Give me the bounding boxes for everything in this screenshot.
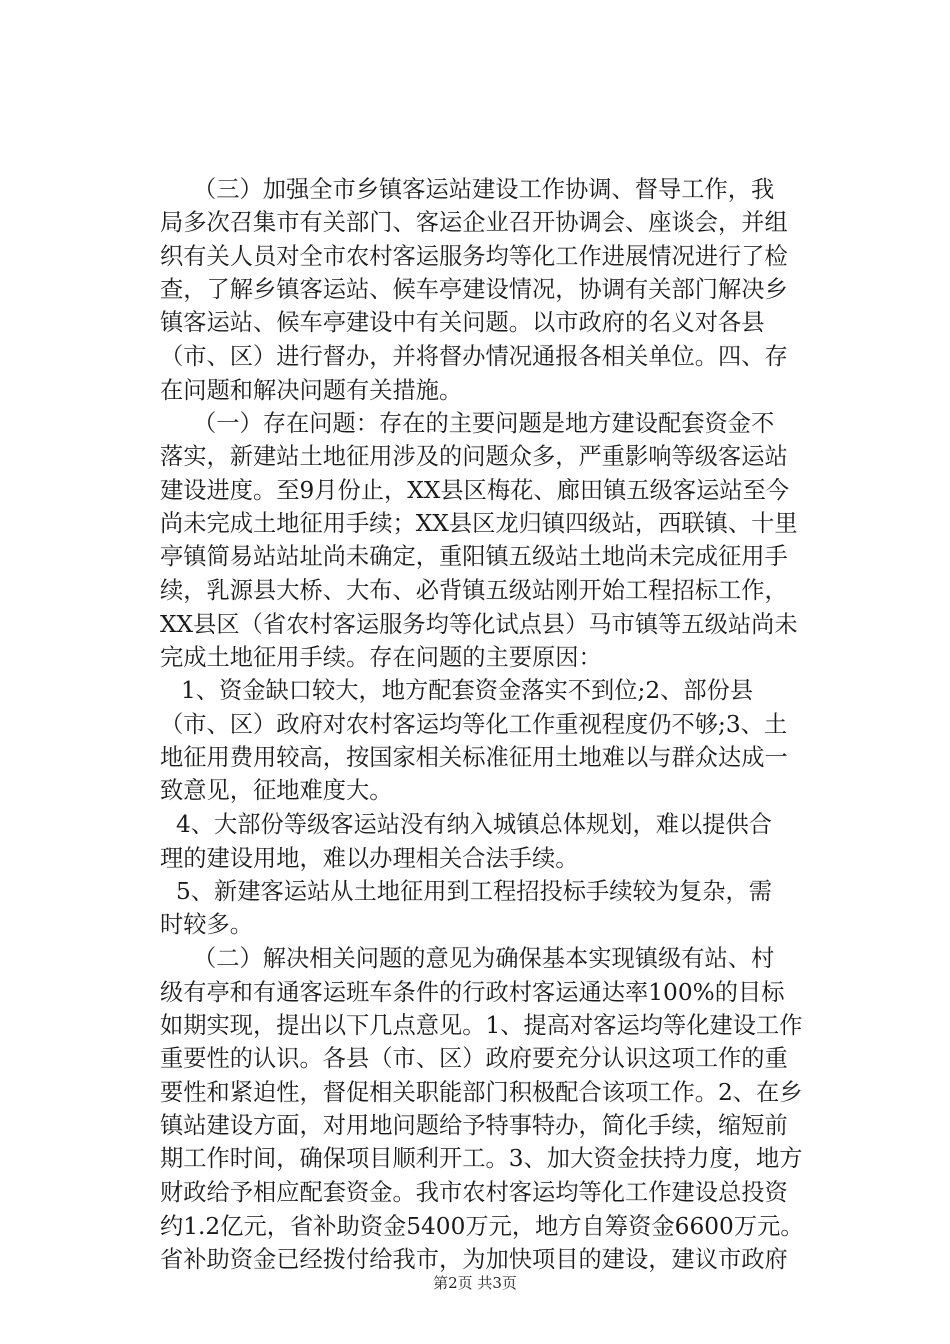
text-line: 在问题和解决问题有关措施。 <box>160 377 463 404</box>
text-line: 镇客运站、候车亭建设中有关问题。以市政府的名义对各县 <box>160 309 765 336</box>
text-line: （市、区）进行督办，并将督办情况通报各相关单位。四、存 <box>160 343 788 370</box>
text-line: 完成土地征用手续。存在问题的主要原因： <box>160 644 602 671</box>
text-line: 省补助资金已经拨付给我市，为加快项目的建设，建议市政府 <box>160 1246 788 1273</box>
text-line: 查，了解乡镇客运站、候车亭建设情况，协调有关部门解决乡 <box>160 276 788 303</box>
text-line: 1、资金缺口较大，地方配套资金落实不到位;2、部份县 <box>181 677 754 704</box>
text-line: 致意见，征地难度大。 <box>160 777 393 804</box>
text-line: 尚未完成土地征用手续；XX县区龙归镇四级站，西联镇、十里 <box>160 510 798 537</box>
text-line: 亭镇简易站站址尚未确定，重阳镇五级站土地尚未完成征用手 <box>160 543 788 570</box>
text-line: （二）解决相关问题的意见为确保基本实现镇级有站、村 <box>193 945 775 972</box>
text-line: （三）加强全市乡镇客运站建设工作协调、督导工作，我 <box>193 176 775 203</box>
page-footer: 第2页 共3页 <box>433 1274 517 1292</box>
text-line: 财政给予相应配套资金。我市农村客运均等化工作建设总投资 <box>160 1179 788 1206</box>
text-line: 地征用费用较高，按国家相关标准征用土地难以与群众达成一 <box>160 744 788 771</box>
text-line: 续，乳源县大桥、大布、必背镇五级站刚开始工程招标工作， <box>160 577 788 604</box>
text-line: 4、大部份等级客运站没有纳入城镇总体规划，难以提供合 <box>176 811 773 838</box>
text-line: 如期实现，提出以下几点意见。1、提高对客运均等化建设工作 <box>160 1012 803 1039</box>
text-line: 5、新建客运站从土地征用到工程招投标手续较为复杂，需 <box>176 878 773 905</box>
text-line: 时较多。 <box>160 911 254 938</box>
text-line: 建设进度。至9月份止，XX县区梅花、廊田镇五级客运站至今 <box>160 477 790 504</box>
text-line: 理的建设用地，难以办理相关合法手续。 <box>160 845 579 872</box>
text-line: XX县区（省农村客运服务均等化试点县）马市镇等五级站尚未 <box>160 611 798 638</box>
text-line: 级有亭和有通客运班车条件的行政村客运通达率100%的目标 <box>160 979 785 1006</box>
text-line: 要性和紧迫性，督促相关职能部门积极配合该项工作。2、在乡 <box>160 1079 803 1106</box>
text-line: 落实，新建站土地征用涉及的问题众多，严重影响等级客运站 <box>160 443 788 470</box>
text-line: （市、区）政府对农村客运均等化工作重视程度仍不够;3、土 <box>160 711 788 738</box>
text-line: 镇站建设方面，对用地问题给予特事特办，简化手续，缩短前 <box>160 1112 788 1139</box>
text-line: 局多次召集市有关部门、客运企业召开协调会、座谈会，并组 <box>160 209 788 236</box>
text-line: 约1.2亿元，省补助资金5400万元，地方自筹资金6600万元。 <box>160 1213 804 1240</box>
text-line: （一）存在问题：存在的主要问题是地方建设配套资金不 <box>193 410 775 437</box>
text-line: 期工作时间，确保项目顺利开工。3、加大资金扶持力度，地方 <box>160 1145 803 1172</box>
text-line: 重要性的认识。各县（市、区）政府要充分认识这项工作的重 <box>160 1045 788 1072</box>
text-line: 织有关人员对全市农村客运服务均等化工作进展情况进行了检 <box>160 243 788 270</box>
